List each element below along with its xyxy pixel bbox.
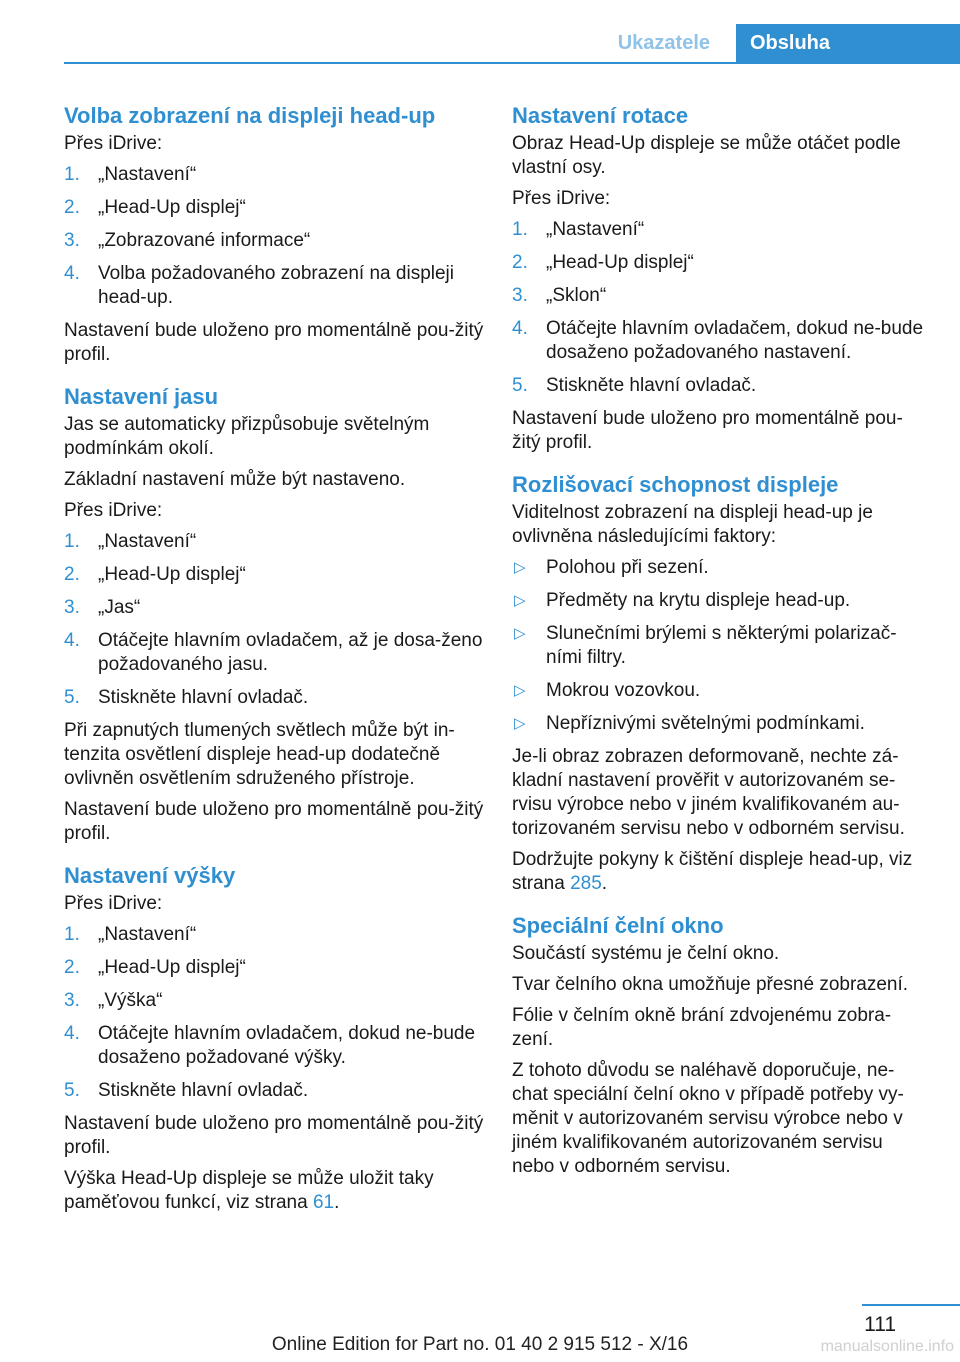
list-item: 3. „Sklon“ — [512, 285, 607, 306]
steps-list — [64, 163, 484, 310]
paragraph: Nastavení bude uloženo pro momentálně pou‐žitý profil. — [512, 408, 903, 453]
paragraph: Viditelnost zobrazení na displeji head-up je ovlivněna následujícími faktory: — [512, 502, 873, 547]
section-heading: Speciální čelní okno — [512, 913, 724, 938]
list-item: 5. Stiskněte hlavní ovladač. — [64, 1080, 309, 1101]
list-item: 1. „Nastavení“ — [512, 219, 645, 240]
section-heading: Nastavení rotace — [512, 103, 689, 128]
triangle-bullet-icon: ▷ — [514, 625, 526, 642]
section-brightness — [64, 381, 484, 846]
paragraph: Fólie v čelním okně brání zdvojenému zobra‐zení. — [512, 1005, 892, 1050]
list-item: 5. Stiskněte hlavní ovladač. — [64, 687, 309, 708]
paragraph: Je-li obraz zobrazen deformovaně, nechte zá‐kladní nastavení prověřit v autorizovaném se‐rvisu výrobce nebo v jiném kvalifikovaném au‐torizovaném servisu nebo v odborném servisu. — [512, 746, 905, 839]
header-rule — [64, 62, 960, 64]
list-item: 4. Otáčejte hlavním ovladačem, dokud ne‐bude dosaženo požadované výšky. — [64, 1023, 476, 1068]
steps-list — [64, 923, 484, 1103]
paragraph: Nastavení bude uloženo pro momentálně pou‐žitý profil. — [64, 320, 484, 365]
list-item: 1. „Nastavení“ — [64, 531, 197, 552]
paragraph: Základní nastavení může být nastaveno. — [64, 469, 406, 490]
list-item: ▷ Polohou při sezení. — [514, 557, 709, 578]
section-display-resolution — [512, 469, 928, 896]
section-heading: Rozlišovací schopnost displeje — [512, 472, 839, 497]
paragraph: Tvar čelního okna umožňuje přesné zobrazení. — [512, 974, 909, 995]
paragraph: Součástí systému je čelní okno. — [512, 943, 780, 964]
page-number-rule — [862, 1304, 960, 1306]
section-rotation — [512, 100, 928, 455]
list-item: 4. Otáčejte hlavním ovladačem, dokud ne‐bude dosaženo požadovaného nastavení. — [512, 318, 924, 363]
list-item: 5. Stiskněte hlavní ovladač. — [512, 375, 757, 396]
section-special-windshield — [512, 910, 928, 1179]
list-item: 4. Volba požadovaného zobrazení na displeji head-up. — [64, 263, 454, 308]
paragraph: Přes iDrive: — [64, 500, 163, 521]
paragraph: Výška Head-Up displeje se může uložit taky paměťovou funkcí, viz strana 61. — [64, 1168, 434, 1213]
right-column — [512, 100, 928, 1193]
watermark: manualsonline.info — [820, 1338, 954, 1355]
steps-list — [512, 218, 928, 398]
list-item: 3. „Výška“ — [64, 990, 163, 1011]
list-item: 2. „Head-Up displej“ — [64, 957, 246, 978]
triangle-bullet-icon: ▷ — [514, 682, 526, 699]
paragraph: Dodržujte pokyny k čištění displeje head-up, viz strana 285. — [512, 849, 913, 894]
triangle-bullet-icon: ▷ — [514, 592, 526, 609]
list-item: 1. „Nastavení“ — [64, 924, 197, 945]
list-item: 2. „Head-Up displej“ — [64, 197, 246, 218]
paragraph: Z tohoto důvodu se naléhavě doporučuje, ne‐chat speciální čelní okno v případě potřeby vy‐měnit v autorizovaném servisu výrobce nebo v jiném kvalifikovaném autorizovaném servisu nebo v odborném servisu. — [512, 1060, 904, 1177]
section-heading: Nastavení výšky — [64, 863, 236, 888]
paragraph: Přes iDrive: — [512, 188, 611, 209]
paragraph: Nastavení bude uloženo pro momentálně pou‐žitý profil. — [64, 1113, 484, 1158]
tab-ukazatele[interactable]: Ukazatele — [617, 32, 710, 54]
page-number: 111 — [864, 1313, 896, 1336]
paragraph: Obraz Head-Up displeje se může otáčet podle vlastní osy. — [512, 133, 901, 178]
steps-list — [64, 530, 484, 710]
paragraph: Při zapnutých tlumených světlech může být in‐tenzita osvětlení displeje head-up dodatečně ovlivněn osvětlením sdruženého přístroje. — [64, 720, 455, 789]
list-item: 1. „Nastavení“ — [64, 164, 197, 185]
triangle-bullet-icon: ▷ — [514, 715, 526, 732]
section-height — [64, 860, 484, 1215]
bullet-list — [512, 556, 928, 736]
paragraph: Nastavení bude uloženo pro momentálně pou‐žitý profil. — [64, 799, 484, 844]
section-display-selection — [64, 100, 484, 367]
section-heading: Volba zobrazení na displeji head-up — [64, 103, 436, 128]
triangle-bullet-icon: ▷ — [514, 559, 526, 576]
list-item: ▷ Předměty na krytu displeje head-up. — [514, 590, 851, 611]
list-item: 2. „Head-Up displej“ — [64, 564, 246, 585]
page-link[interactable]: 285 — [570, 873, 602, 894]
list-item: ▷ Nepříznivými světelnými podmínkami. — [514, 713, 865, 734]
paragraph: Přes iDrive: — [64, 133, 163, 154]
paragraph: Přes iDrive: — [64, 893, 163, 914]
list-item: 3. „Jas“ — [64, 597, 141, 618]
list-item: 2. „Head-Up displej“ — [512, 252, 694, 273]
section-heading: Nastavení jasu — [64, 384, 219, 409]
list-item: 3. „Zobrazované informace“ — [64, 230, 311, 251]
page-link[interactable]: 61 — [312, 1192, 335, 1213]
tab-obsluha[interactable]: Obsluha — [736, 24, 960, 62]
left-column — [64, 100, 484, 1229]
paragraph: Jas se automaticky přizpůsobuje světelným podmínkám okolí. — [64, 414, 430, 459]
list-item: ▷ Slunečními brýlemi s některými polarizač‐ními filtry. — [514, 623, 897, 668]
list-item: ▷ Mokrou vozovkou. — [514, 680, 701, 701]
list-item: 4. Otáčejte hlavním ovladačem, až je dosa‐ženo požadovaného jasu. — [64, 630, 483, 675]
edition-footer: Online Edition for Part no. 01 40 2 915 512 - X/16 — [271, 1334, 689, 1355]
